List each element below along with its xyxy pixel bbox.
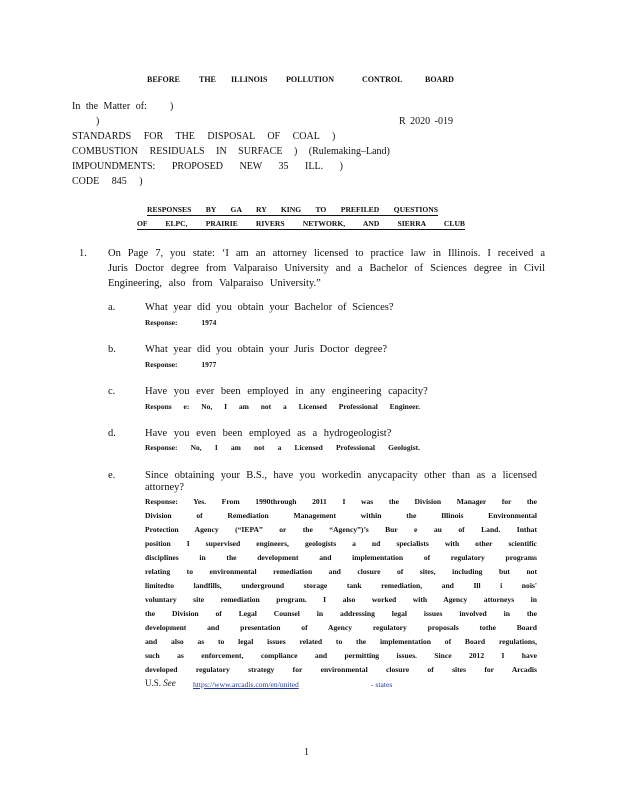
caption-line: IMPOUNDMENTS: PROPOSED NEW 35 ILL. ) — [72, 161, 343, 172]
us-text: U.S. — [145, 678, 162, 688]
question-text-line: Engineering, also from Valparaiso University.” — [108, 278, 321, 289]
response-line: and also as to legal issues related to the implementation of Board regulations, — [145, 637, 537, 646]
question-text-line: Juris Doctor degree from Valparaiso University and a Bachelor of Sciences degree in Civil — [108, 263, 545, 274]
board-title-word: BOARD — [425, 75, 454, 84]
board-title-word: THE — [199, 75, 216, 84]
response-line: Protection Agency (“IEPA” or the “Agency”)’s Bur e au of Land. Inthat — [145, 525, 537, 534]
response-line: position I supervised engineers, geologists a nd specialists with other scientific — [145, 539, 537, 548]
page-number: 1 — [304, 747, 309, 758]
subquestion-letter: a. — [108, 302, 116, 313]
subquestion-text: Have you even been employed as a hydrogeologist? — [145, 428, 392, 439]
response-last-line — [145, 678, 176, 688]
document-title-line1: RESPONSES BY GA RY KING TO PREFILED QUESTIONS — [147, 205, 438, 214]
subquestion-letter: c. — [108, 386, 116, 397]
caption-matter: In the Matter of: — [72, 101, 147, 112]
caption-paren: ) — [96, 116, 100, 127]
subquestion-letter: e. — [108, 470, 116, 481]
caption-line: CODE 845 ) — [72, 176, 143, 187]
docket-number: R 2020 -019 — [399, 116, 453, 127]
arcadis-link[interactable] — [193, 680, 405, 689]
response-line: relating to environmental remediation and closure of sites, including but not — [145, 567, 537, 576]
arcadis-link-suffix[interactable]: - states — [371, 680, 393, 689]
board-title-word: POLLUTION — [286, 75, 335, 84]
response-line: limitedto landfills, underground storage tank remediation, and Ill i nois' — [145, 581, 537, 590]
subquestion-letter: d. — [108, 428, 116, 439]
title-underline — [137, 229, 465, 230]
response-text: Respons e: No, I am not a Licensed Professional Engineer. — [145, 402, 420, 411]
response-line: development and presentation of Agency regulatory proposals tothe Board — [145, 623, 537, 632]
response-line: Division of Remediation Management within the Illinois Environmental — [145, 511, 537, 520]
subquestion-text: What year did you obtain your Bachelor of Sciences? — [145, 302, 394, 313]
item-number: 1. — [79, 248, 87, 259]
subquestion-text-line: attorney? — [145, 482, 185, 493]
arcadis-link-text[interactable]: https://www.arcadis.com/en/united — [193, 680, 299, 689]
subquestion-letter: b. — [108, 344, 116, 355]
response-text: Response: 1977 — [145, 360, 217, 369]
board-title-word: CONTROL — [362, 75, 403, 84]
response-line: Response: Yes. From 1990through 2011 I was the Division Manager for the — [145, 497, 537, 506]
caption-line: STANDARDS FOR THE DISPOSAL OF COAL ) — [72, 131, 336, 142]
title-underline — [147, 215, 438, 216]
response-line: such as enforcement, compliance and permitting issues. Since 2012 I have — [145, 651, 537, 660]
response-line: the Division of Legal Counsel in addressing legal issues involved in the — [145, 609, 537, 618]
response-line: voluntary site remediation program. I also worked with Agency attorneys in — [145, 595, 537, 604]
document-title-line2: OF ELPC, PRAIRIE RIVERS NETWORK, AND SIERRA CLUB — [137, 219, 465, 228]
caption-paren: ) — [170, 101, 174, 112]
board-title-word: BEFORE — [147, 75, 180, 84]
subquestion-text: What year did you obtain your Juris Doctor degree? — [145, 344, 388, 355]
question-text-line: On Page 7, you state: ‘I am an attorney licensed to practice law in Illinois. I received a — [108, 248, 545, 259]
caption-line: COMBUSTION RESIDUALS IN SURFACE ) (Rulemaking–Land) — [72, 146, 390, 157]
see-signal: See — [163, 678, 176, 688]
response-line: disciplines in the development and implementation of regulatory programs — [145, 553, 537, 562]
board-title-word: ILLINOIS — [231, 75, 268, 84]
subquestion-text: Have you ever been employed in any engineering capacity? — [145, 386, 428, 397]
subquestion-text-line: Since obtaining your B.S., have you workedin anycapacity other than as a licensed — [145, 470, 537, 481]
response-text: Response: No, I am not a Licensed Professional Geologist. — [145, 443, 420, 452]
response-text: Response: 1974 — [145, 318, 217, 327]
response-line: developed regulatory strategy for environmental closure of sites for Arcadis — [145, 665, 537, 674]
